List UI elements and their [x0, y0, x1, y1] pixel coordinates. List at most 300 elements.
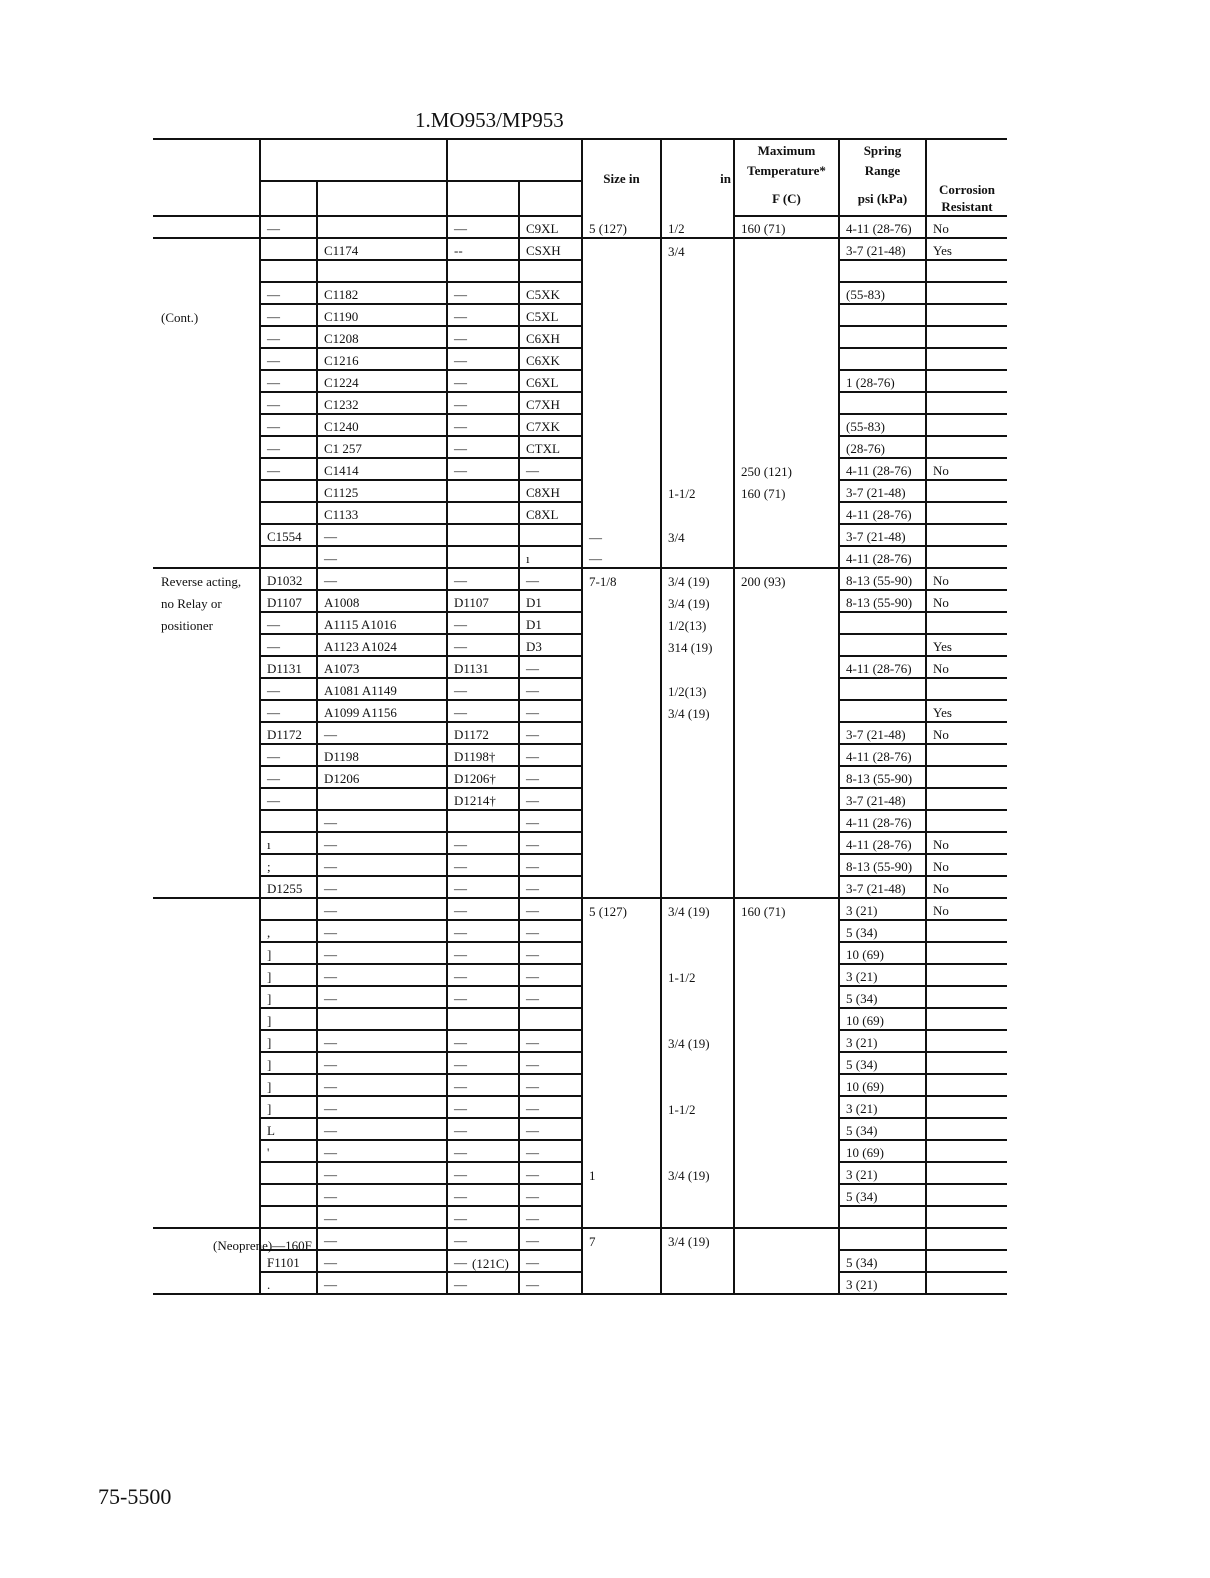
table-cell	[734, 1184, 839, 1206]
table-cell: —	[260, 458, 317, 480]
table-cell	[153, 1184, 260, 1206]
table-cell: —	[447, 1052, 519, 1074]
table-cell	[153, 348, 260, 370]
table-cell	[734, 524, 839, 546]
table-cell	[734, 1228, 839, 1250]
table-cell: —	[317, 854, 447, 876]
table-cell	[153, 370, 260, 392]
header-spring-1: Spring	[839, 139, 926, 160]
table-cell	[153, 678, 260, 700]
table-row	[153, 546, 1007, 568]
table-cell	[153, 480, 260, 502]
footnote-neoprene: (Neoprene)—160F	[213, 1238, 312, 1253]
table-cell	[582, 1250, 661, 1272]
table-cell: A1081 A1149	[317, 678, 447, 700]
table-cell	[260, 502, 317, 524]
table-cell: C1208	[317, 326, 447, 348]
table-cell: 8-13 (55-90)	[839, 568, 926, 590]
table-cell: 4-11 (28-76)	[839, 502, 926, 524]
table-cell	[582, 656, 661, 678]
table-row	[153, 568, 1007, 590]
table-cell	[926, 1162, 1007, 1184]
table-row	[153, 348, 1007, 370]
table-cell: 200 (93)	[734, 568, 839, 590]
table-cell: —	[447, 1118, 519, 1140]
table-cell: —	[519, 1272, 582, 1294]
table-cell: —	[317, 1228, 447, 1250]
table-cell	[661, 502, 734, 524]
table-cell	[661, 546, 734, 568]
table-cell: (55-83)	[839, 282, 926, 304]
header-spring-3: psi (kPa)	[839, 181, 926, 216]
table-cell	[582, 1008, 661, 1030]
table-cell: —	[519, 986, 582, 1008]
table-row	[153, 854, 1007, 876]
table-cell	[661, 260, 734, 282]
table-cell	[661, 744, 734, 766]
table-cell: 3-7 (21-48)	[839, 876, 926, 898]
table-cell: 160 (71)	[734, 480, 839, 502]
table-cell: 4-11 (28-76)	[839, 832, 926, 854]
table-cell: —	[317, 964, 447, 986]
table-cell	[582, 1052, 661, 1074]
table-cell	[582, 480, 661, 502]
table-cell	[734, 1162, 839, 1184]
table-cell	[839, 260, 926, 282]
table-cell: 3 (21)	[839, 898, 926, 920]
table-cell	[153, 1140, 260, 1162]
table-cell	[734, 634, 839, 656]
table-cell: —	[519, 964, 582, 986]
table-cell: D1255	[260, 876, 317, 898]
table-cell: 4-11 (28-76)	[839, 546, 926, 568]
table-cell: 3 (21)	[839, 964, 926, 986]
table-row	[153, 502, 1007, 524]
table-cell: C1554	[260, 524, 317, 546]
table-cell	[734, 722, 839, 744]
table-cell	[839, 678, 926, 700]
table-cell	[153, 1118, 260, 1140]
table-cell: D1	[519, 590, 582, 612]
table-cell	[734, 1118, 839, 1140]
table-cell: —	[519, 854, 582, 876]
table-cell	[153, 722, 260, 744]
table-cell: D1198	[317, 744, 447, 766]
table-cell	[734, 1272, 839, 1294]
table-cell	[582, 942, 661, 964]
table-cell: —	[447, 1250, 519, 1272]
table-cell	[734, 590, 839, 612]
table-cell	[661, 876, 734, 898]
table-cell	[734, 414, 839, 436]
table-cell: —	[317, 1206, 447, 1228]
table-cell: 8-13 (55-90)	[839, 854, 926, 876]
table-cell	[582, 502, 661, 524]
table-cell	[260, 1206, 317, 1228]
table-cell: --	[447, 238, 519, 260]
table-cell: No	[926, 854, 1007, 876]
table-cell	[661, 414, 734, 436]
table-cell: —	[447, 700, 519, 722]
table-cell: —	[519, 1184, 582, 1206]
table-cell: No	[926, 458, 1007, 480]
table-cell	[153, 238, 260, 260]
header-corrosion	[926, 181, 1007, 216]
table-cell: 3-7 (21-48)	[839, 524, 926, 546]
table-cell: —	[447, 370, 519, 392]
table-cell	[582, 370, 661, 392]
table-cell	[153, 854, 260, 876]
table-cell: —	[447, 634, 519, 656]
table-cell	[661, 282, 734, 304]
table-cell: D1032	[260, 568, 317, 590]
table-cell	[582, 722, 661, 744]
table-cell	[153, 1008, 260, 1030]
table-cell	[661, 766, 734, 788]
table-cell	[582, 964, 661, 986]
table-cell	[926, 260, 1007, 282]
table-cell	[926, 392, 1007, 414]
table-cell: L	[260, 1118, 317, 1140]
table-cell: positioner	[161, 618, 213, 633]
table-cell: 5 (34)	[839, 920, 926, 942]
table-cell	[661, 392, 734, 414]
table-cell: 7	[582, 1228, 661, 1250]
table-row	[153, 656, 1007, 678]
table-cell: 5 (34)	[839, 1118, 926, 1140]
table-cell: —	[260, 304, 317, 326]
table-cell: —	[447, 1096, 519, 1118]
table-cell	[926, 1118, 1007, 1140]
table-cell: —	[317, 810, 447, 832]
table-row	[153, 942, 1007, 964]
table-cell	[582, 832, 661, 854]
table-cell	[153, 1096, 260, 1118]
table-cell	[153, 920, 260, 942]
table-cell	[926, 1030, 1007, 1052]
table-cell	[926, 348, 1007, 370]
table-row	[153, 1008, 1007, 1030]
table-cell: —	[317, 546, 447, 568]
table-cell	[582, 1118, 661, 1140]
table-cell: C6XL	[519, 370, 582, 392]
table-cell	[153, 1206, 260, 1228]
table-cell: No	[926, 832, 1007, 854]
table-row	[153, 744, 1007, 766]
table-cell: —	[447, 1184, 519, 1206]
table-cell	[582, 1030, 661, 1052]
table-cell: (28-76)	[839, 436, 926, 458]
table-cell: C1182	[317, 282, 447, 304]
table-cell: No	[926, 216, 1007, 238]
table-cell: D1131	[260, 656, 317, 678]
table-row	[153, 260, 1007, 282]
table-cell	[734, 766, 839, 788]
table-cell: No	[926, 590, 1007, 612]
table-cell	[926, 370, 1007, 392]
table-cell	[839, 1228, 926, 1250]
table-cell: —	[317, 876, 447, 898]
table-cell	[661, 1140, 734, 1162]
table-row	[153, 1096, 1007, 1118]
table-cell	[734, 942, 839, 964]
table-cell	[926, 1008, 1007, 1030]
table-cell	[661, 942, 734, 964]
table-cell	[926, 920, 1007, 942]
table-cell	[734, 370, 839, 392]
table-cell: 5 (34)	[839, 986, 926, 1008]
table-cell	[582, 986, 661, 1008]
table-cell: C7XH	[519, 392, 582, 414]
table-cell	[734, 304, 839, 326]
table-cell: —	[260, 766, 317, 788]
table-cell: —	[519, 1052, 582, 1074]
table-cell: '	[260, 1140, 317, 1162]
table-row	[153, 1272, 1007, 1294]
table-cell: D3	[519, 634, 582, 656]
table-cell	[734, 832, 839, 854]
table-cell: —	[317, 1118, 447, 1140]
table-cell: —	[260, 612, 317, 634]
table-cell: —	[519, 1206, 582, 1228]
table-cell	[153, 436, 260, 458]
table-cell	[734, 744, 839, 766]
table-cell	[153, 1030, 260, 1052]
table-cell: C5XK	[519, 282, 582, 304]
table-cell: —	[317, 1074, 447, 1096]
table-cell: ;	[260, 854, 317, 876]
table-cell	[661, 326, 734, 348]
table-cell: 3/4	[661, 238, 734, 260]
table-cell: A1008	[317, 590, 447, 612]
table-cell	[734, 326, 839, 348]
table-cell: 4-11 (28-76)	[839, 656, 926, 678]
table-row	[153, 986, 1007, 1008]
table-cell: —	[447, 304, 519, 326]
table-cell: —	[317, 568, 447, 590]
table-cell	[734, 1052, 839, 1074]
table-cell	[153, 788, 260, 810]
table-cell: —	[519, 700, 582, 722]
table-row	[153, 216, 1007, 238]
table-cell: —	[519, 1030, 582, 1052]
table-cell: D1206	[317, 766, 447, 788]
table-cell	[153, 898, 260, 920]
table-cell	[153, 700, 260, 722]
table-cell: —	[260, 282, 317, 304]
table-cell	[839, 304, 926, 326]
table-cell: D1131	[447, 656, 519, 678]
table-cell: —	[260, 744, 317, 766]
table-cell	[153, 744, 260, 766]
table-cell: 1-1/2	[661, 480, 734, 502]
table-cell	[734, 700, 839, 722]
table-cell	[661, 986, 734, 1008]
table-cell	[839, 392, 926, 414]
table-cell: —	[447, 964, 519, 986]
table-cell: C1 257	[317, 436, 447, 458]
table-cell: —	[317, 1184, 447, 1206]
table-cell	[926, 1184, 1007, 1206]
table-cell: 3/4	[661, 524, 734, 546]
table-cell	[926, 304, 1007, 326]
table-cell	[661, 920, 734, 942]
table-cell	[582, 348, 661, 370]
table-row	[153, 810, 1007, 832]
table-cell: C9XL	[519, 216, 582, 238]
table-cell: 3/4 (19)	[661, 898, 734, 920]
header-corrosion-1: Corrosion	[938, 182, 996, 197]
table-row	[153, 238, 1007, 260]
table-row	[153, 282, 1007, 304]
table-cell: —	[317, 1250, 447, 1272]
table-cell	[582, 612, 661, 634]
table-cell: No	[926, 568, 1007, 590]
table-cell	[661, 348, 734, 370]
table-cell	[926, 964, 1007, 986]
table-cell	[926, 326, 1007, 348]
table-cell	[926, 1272, 1007, 1294]
table-cell	[153, 964, 260, 986]
table-cell: —	[519, 1162, 582, 1184]
table-cell	[661, 810, 734, 832]
table-cell: C1240	[317, 414, 447, 436]
table-cell: —	[582, 546, 661, 568]
table-cell: Yes	[926, 634, 1007, 656]
table-cell: C1224	[317, 370, 447, 392]
table-row	[153, 898, 1007, 920]
table-row	[153, 370, 1007, 392]
table-cell: —	[447, 392, 519, 414]
table-row	[153, 326, 1007, 348]
table-row	[153, 832, 1007, 854]
table-row	[153, 920, 1007, 942]
table-cell: —	[317, 832, 447, 854]
table-cell	[926, 766, 1007, 788]
table-cell: ]	[260, 964, 317, 986]
table-cell	[661, 656, 734, 678]
table-cell: Yes	[926, 700, 1007, 722]
header-corrosion-2: Resistant	[941, 199, 993, 214]
table-cell	[734, 502, 839, 524]
table-row	[153, 1030, 1007, 1052]
table-cell	[734, 260, 839, 282]
table-cell: 1/2(13)	[661, 612, 734, 634]
footnote-temp: (121C)	[472, 1256, 509, 1271]
table-cell	[582, 414, 661, 436]
table-cell: ı	[260, 832, 317, 854]
table-cell: —	[447, 1030, 519, 1052]
table-cell	[661, 854, 734, 876]
table-cell	[661, 722, 734, 744]
table-cell: —	[317, 1096, 447, 1118]
table-cell: —	[317, 1052, 447, 1074]
table-cell: —	[447, 414, 519, 436]
table-cell: 160 (71)	[734, 216, 839, 238]
table-cell: 3 (21)	[839, 1162, 926, 1184]
table-cell	[839, 326, 926, 348]
table-cell: C1174	[317, 238, 447, 260]
table-cell: ]	[260, 1074, 317, 1096]
table-cell	[153, 502, 260, 524]
table-cell: 3/4 (19)	[661, 1228, 734, 1250]
table-cell	[926, 480, 1007, 502]
table-cell	[839, 634, 926, 656]
table-cell	[582, 282, 661, 304]
table-cell: 250 (121)	[734, 458, 839, 480]
table-cell	[734, 612, 839, 634]
table-cell: —	[317, 1140, 447, 1162]
table-cell: —	[519, 898, 582, 920]
table-cell: —	[447, 612, 519, 634]
header-size: Size in	[582, 139, 661, 216]
table-cell: 1 (28-76)	[839, 370, 926, 392]
table-cell	[582, 744, 661, 766]
table-cell	[661, 1118, 734, 1140]
table-cell	[582, 326, 661, 348]
table-cell: —	[260, 634, 317, 656]
table-cell: —	[519, 876, 582, 898]
table-cell	[153, 876, 260, 898]
table-row	[153, 1206, 1007, 1228]
table-cell: 1-1/2	[661, 964, 734, 986]
header-max-temp-1: Maximum	[734, 139, 839, 160]
table-cell: 4-11 (28-76)	[839, 458, 926, 480]
table-row	[153, 304, 1007, 326]
table-cell: D1172	[260, 722, 317, 744]
table-cell	[661, 1052, 734, 1074]
table-cell: —	[260, 370, 317, 392]
table-cell: —	[447, 920, 519, 942]
table-cell: —	[519, 678, 582, 700]
table-cell: C1190	[317, 304, 447, 326]
document-number: 75-5500	[98, 1484, 172, 1509]
table-cell	[582, 920, 661, 942]
table-cell	[153, 832, 260, 854]
table-cell: 5 (34)	[839, 1184, 926, 1206]
table-cell: C8XH	[519, 480, 582, 502]
table-cell	[926, 436, 1007, 458]
table-cell: 3 (21)	[839, 1030, 926, 1052]
table-cell	[582, 1140, 661, 1162]
table-cell	[582, 788, 661, 810]
table-cell	[734, 876, 839, 898]
table-cell: 1	[582, 1162, 661, 1184]
table-row	[153, 524, 1007, 546]
table-cell	[839, 348, 926, 370]
table-cell	[734, 788, 839, 810]
table-cell: —	[260, 788, 317, 810]
table-row	[153, 480, 1007, 502]
table-cell: —	[519, 920, 582, 942]
table-cell: —	[447, 942, 519, 964]
table-row	[153, 722, 1007, 744]
table-cell: ]	[260, 1030, 317, 1052]
table-cell	[153, 414, 260, 436]
table-row	[153, 1162, 1007, 1184]
table-cell: ı	[519, 546, 582, 568]
table-cell	[260, 546, 317, 568]
table-cell: —	[519, 1140, 582, 1162]
table-row	[153, 700, 1007, 722]
header-max-temp-2: Temperature*	[734, 160, 839, 181]
table-cell: ]	[260, 942, 317, 964]
table-cell	[734, 986, 839, 1008]
table-cell	[153, 392, 260, 414]
table-cell: —	[519, 810, 582, 832]
table-cell: D1198†	[447, 744, 519, 766]
table-cell: 10 (69)	[839, 1008, 926, 1030]
